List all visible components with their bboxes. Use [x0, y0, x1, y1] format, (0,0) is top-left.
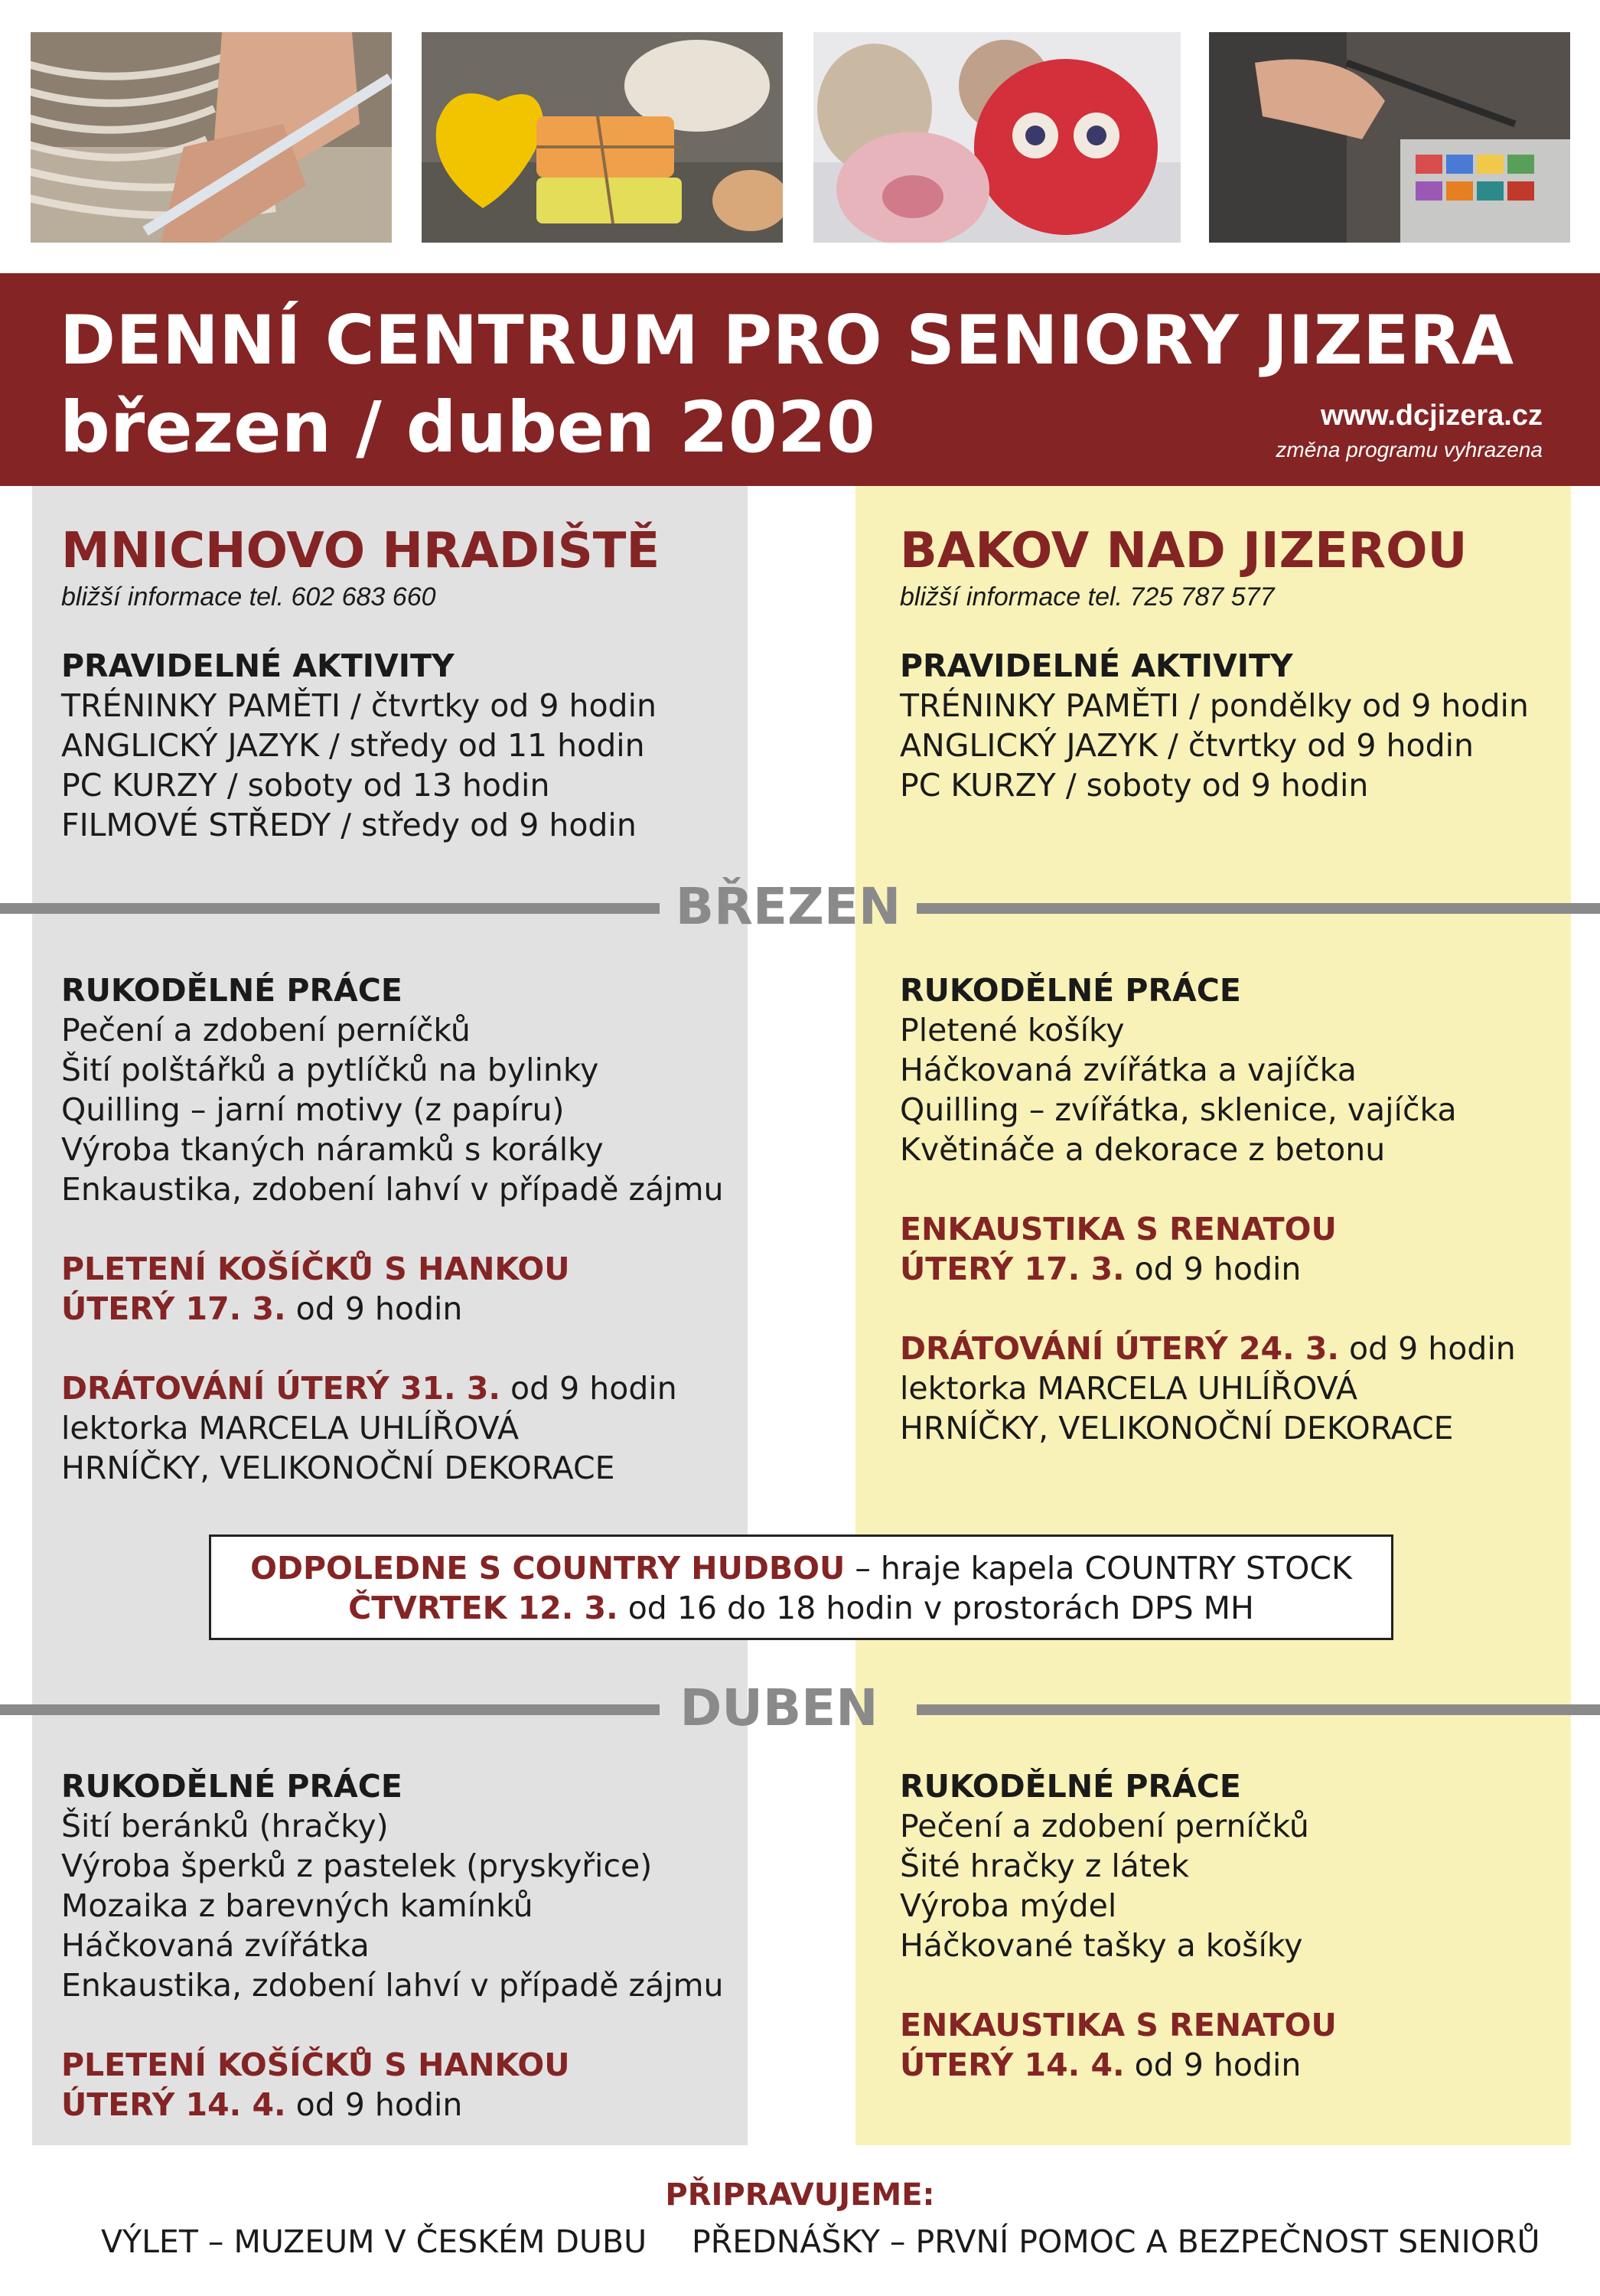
event-date: ÚTERÝ 14. 4. [61, 2086, 286, 2123]
left-april-crafts-title: RUKODĚLNÉ PRÁCE [61, 1768, 402, 1805]
list-item: TRÉNINKY PAMĚTI / čtvrtky od 9 hodin [61, 687, 657, 724]
list-item: Pletené košíky [900, 1012, 1125, 1049]
event-lector: lektorka MARCELA UHLÍŘOVÁ [61, 1410, 520, 1446]
left-regular-title: PRAVIDELNÉ AKTIVITY [61, 647, 455, 684]
event-lector: lektorka MARCELA UHLÍŘOVÁ [900, 1370, 1358, 1407]
event-time: od 9 hodin [1338, 1330, 1516, 1367]
april-divider-left [0, 1704, 660, 1715]
event-time: od 9 hodin [285, 1290, 463, 1327]
list-item: Šití polštářků a pytlíčků na bylinky [61, 1052, 599, 1088]
program-change-note: změna programu vyhrazena [1276, 438, 1543, 461]
list-item: Výroba mýdel [900, 1887, 1117, 1924]
event-title: PLETENÍ KOŠÍČKŮ S HANKOU [61, 1251, 570, 1287]
event-date-line [61, 2085, 750, 2125]
list-item: Výroba šperků z pastelek (pryskyřice) [61, 1848, 653, 1884]
right-april-crafts-title: RUKODĚLNÉ PRÁCE [900, 1768, 1241, 1805]
event-time: od 9 hodin [1124, 2047, 1302, 2083]
left-phone: bližší informace tel. 602 683 660 [61, 582, 436, 612]
list-item: Pečení a zdobení perníčků [900, 1808, 1309, 1844]
list-item: FILMOVÉ STŘEDY / středy od 9 hodin [61, 807, 637, 843]
right-april-section [900, 1766, 1589, 2085]
list-item: Háčkované tašky a košíky [900, 1927, 1303, 1964]
event-topic: HRNÍČKY, VELIKONOČNÍ DEKORACE [900, 1410, 1454, 1446]
event-title: DRÁTOVÁNÍ ÚTERÝ 31. 3. [61, 1370, 500, 1407]
event-title: ENKAUSTIKA S RENATOU [900, 2007, 1337, 2043]
event-time: od 9 hodin [500, 1370, 677, 1407]
country-title: ODPOLEDNE S COUNTRY HUDBOU [250, 1550, 846, 1587]
event-date-line [900, 2045, 1589, 2085]
list-item: ANGLICKÝ JAZYK / čtvrtky od 9 hodin [900, 727, 1474, 764]
event-title: PLETENÍ KOŠÍČKŮ S HANKOU [61, 2047, 570, 2083]
event-title: DRÁTOVÁNÍ ÚTERÝ 24. 3. [900, 1330, 1339, 1367]
right-location-title: BAKOV NAD JIZEROU [900, 523, 1468, 579]
page-title: DENNÍ CENTRUM PRO SENIORY JIZERA [60, 301, 1514, 380]
event-time: od 9 hodin [285, 2086, 463, 2123]
event-date-line [61, 1368, 750, 1408]
right-phone: bližší informace tel. 725 787 577 [900, 582, 1275, 612]
event-date: ÚTERÝ 17. 3. [900, 1251, 1125, 1287]
event-date-line [61, 1289, 750, 1329]
country-band: – hraje kapela COUNTRY STOCK [845, 1550, 1352, 1587]
event-date-line [900, 1249, 1589, 1289]
list-item: TRÉNINKY PAMĚTI / pondělky od 9 hodin [900, 687, 1529, 724]
right-march-section [900, 970, 1589, 1448]
left-regular-section [61, 522, 750, 845]
upcoming-lectures: PŘEDNÁŠKY – PRVNÍ POMOC A BEZPEČNOST SENIORŮ [692, 2223, 1540, 2260]
website-link[interactable]: www.dcjizera.cz [1320, 400, 1543, 432]
left-march-section [61, 970, 750, 1488]
event-date: ÚTERÝ 14. 4. [900, 2047, 1125, 2083]
april-divider-right [917, 1704, 1600, 1715]
list-item: Šité hračky z látek [900, 1848, 1189, 1884]
month-heading-march: BŘEZEN [675, 877, 901, 936]
left-march-crafts-title: RUKODĚLNÉ PRÁCE [61, 972, 402, 1009]
list-item: ANGLICKÝ JAZYK / středy od 11 hodin [61, 727, 645, 764]
list-item: Mozaika z barevných kamínků [61, 1887, 533, 1924]
list-item: Šití beránků (hračky) [61, 1808, 389, 1844]
right-regular-section [900, 522, 1589, 805]
photo-crochet [31, 32, 392, 243]
left-location-title: MNICHOVO HRADIŠTĚ [61, 523, 660, 579]
list-item: Quilling – zvířátka, sklenice, vajíčka [900, 1091, 1457, 1128]
list-item: Quilling – jarní motivy (z papíru) [61, 1091, 565, 1128]
event-time: od 9 hodin [1124, 1251, 1302, 1287]
march-divider-right [917, 903, 1600, 914]
list-item: PC KURZY / soboty od 13 hodin [61, 767, 550, 804]
header-band [0, 273, 1600, 486]
photo-toys [813, 32, 1181, 243]
list-item: Háčkovaná zvířátka [61, 1927, 370, 1964]
upcoming-title: PŘIPRAVUJEME: [665, 2177, 935, 2213]
event-title: ENKAUSTIKA S RENATOU [900, 1211, 1337, 1247]
list-item: Enkaustika, zdobení lahví v případě zájmu [61, 1967, 724, 2004]
list-item: PC KURZY / soboty od 9 hodin [900, 767, 1369, 804]
left-april-section [61, 1766, 750, 2125]
country-music-box [209, 1534, 1393, 1640]
period-title: březen / duben 2020 [60, 386, 875, 468]
march-divider-left [0, 903, 660, 914]
photo-soap [422, 32, 783, 243]
right-regular-title: PRAVIDELNÉ AKTIVITY [900, 647, 1293, 684]
list-item: Enkaustika, zdobení lahví v případě zájmu [61, 1171, 724, 1208]
list-item: Háčkovaná zvířátka a vajíčka [900, 1052, 1357, 1088]
photo-painting [1209, 32, 1570, 243]
month-heading-april: DUBEN [679, 1678, 878, 1737]
event-date: ÚTERÝ 17. 3. [61, 1290, 286, 1327]
upcoming-trip: VÝLET – MUZEUM V ČESKÉM DUBU [101, 2223, 647, 2260]
list-item: Výroba tkaných náramků s korálky [61, 1131, 604, 1168]
right-march-crafts-title: RUKODĚLNÉ PRÁCE [900, 972, 1241, 1009]
event-topic: HRNÍČKY, VELIKONOČNÍ DEKORACE [61, 1450, 615, 1486]
country-time: od 16 do 18 hodin v prostorách DPS MH [618, 1590, 1254, 1626]
event-date-line [900, 1329, 1589, 1368]
list-item: Květináče a dekorace z betonu [900, 1131, 1386, 1168]
list-item: Pečení a zdobení perníčků [61, 1012, 471, 1049]
country-date: ČTVRTEK 12. 3. [348, 1590, 618, 1626]
